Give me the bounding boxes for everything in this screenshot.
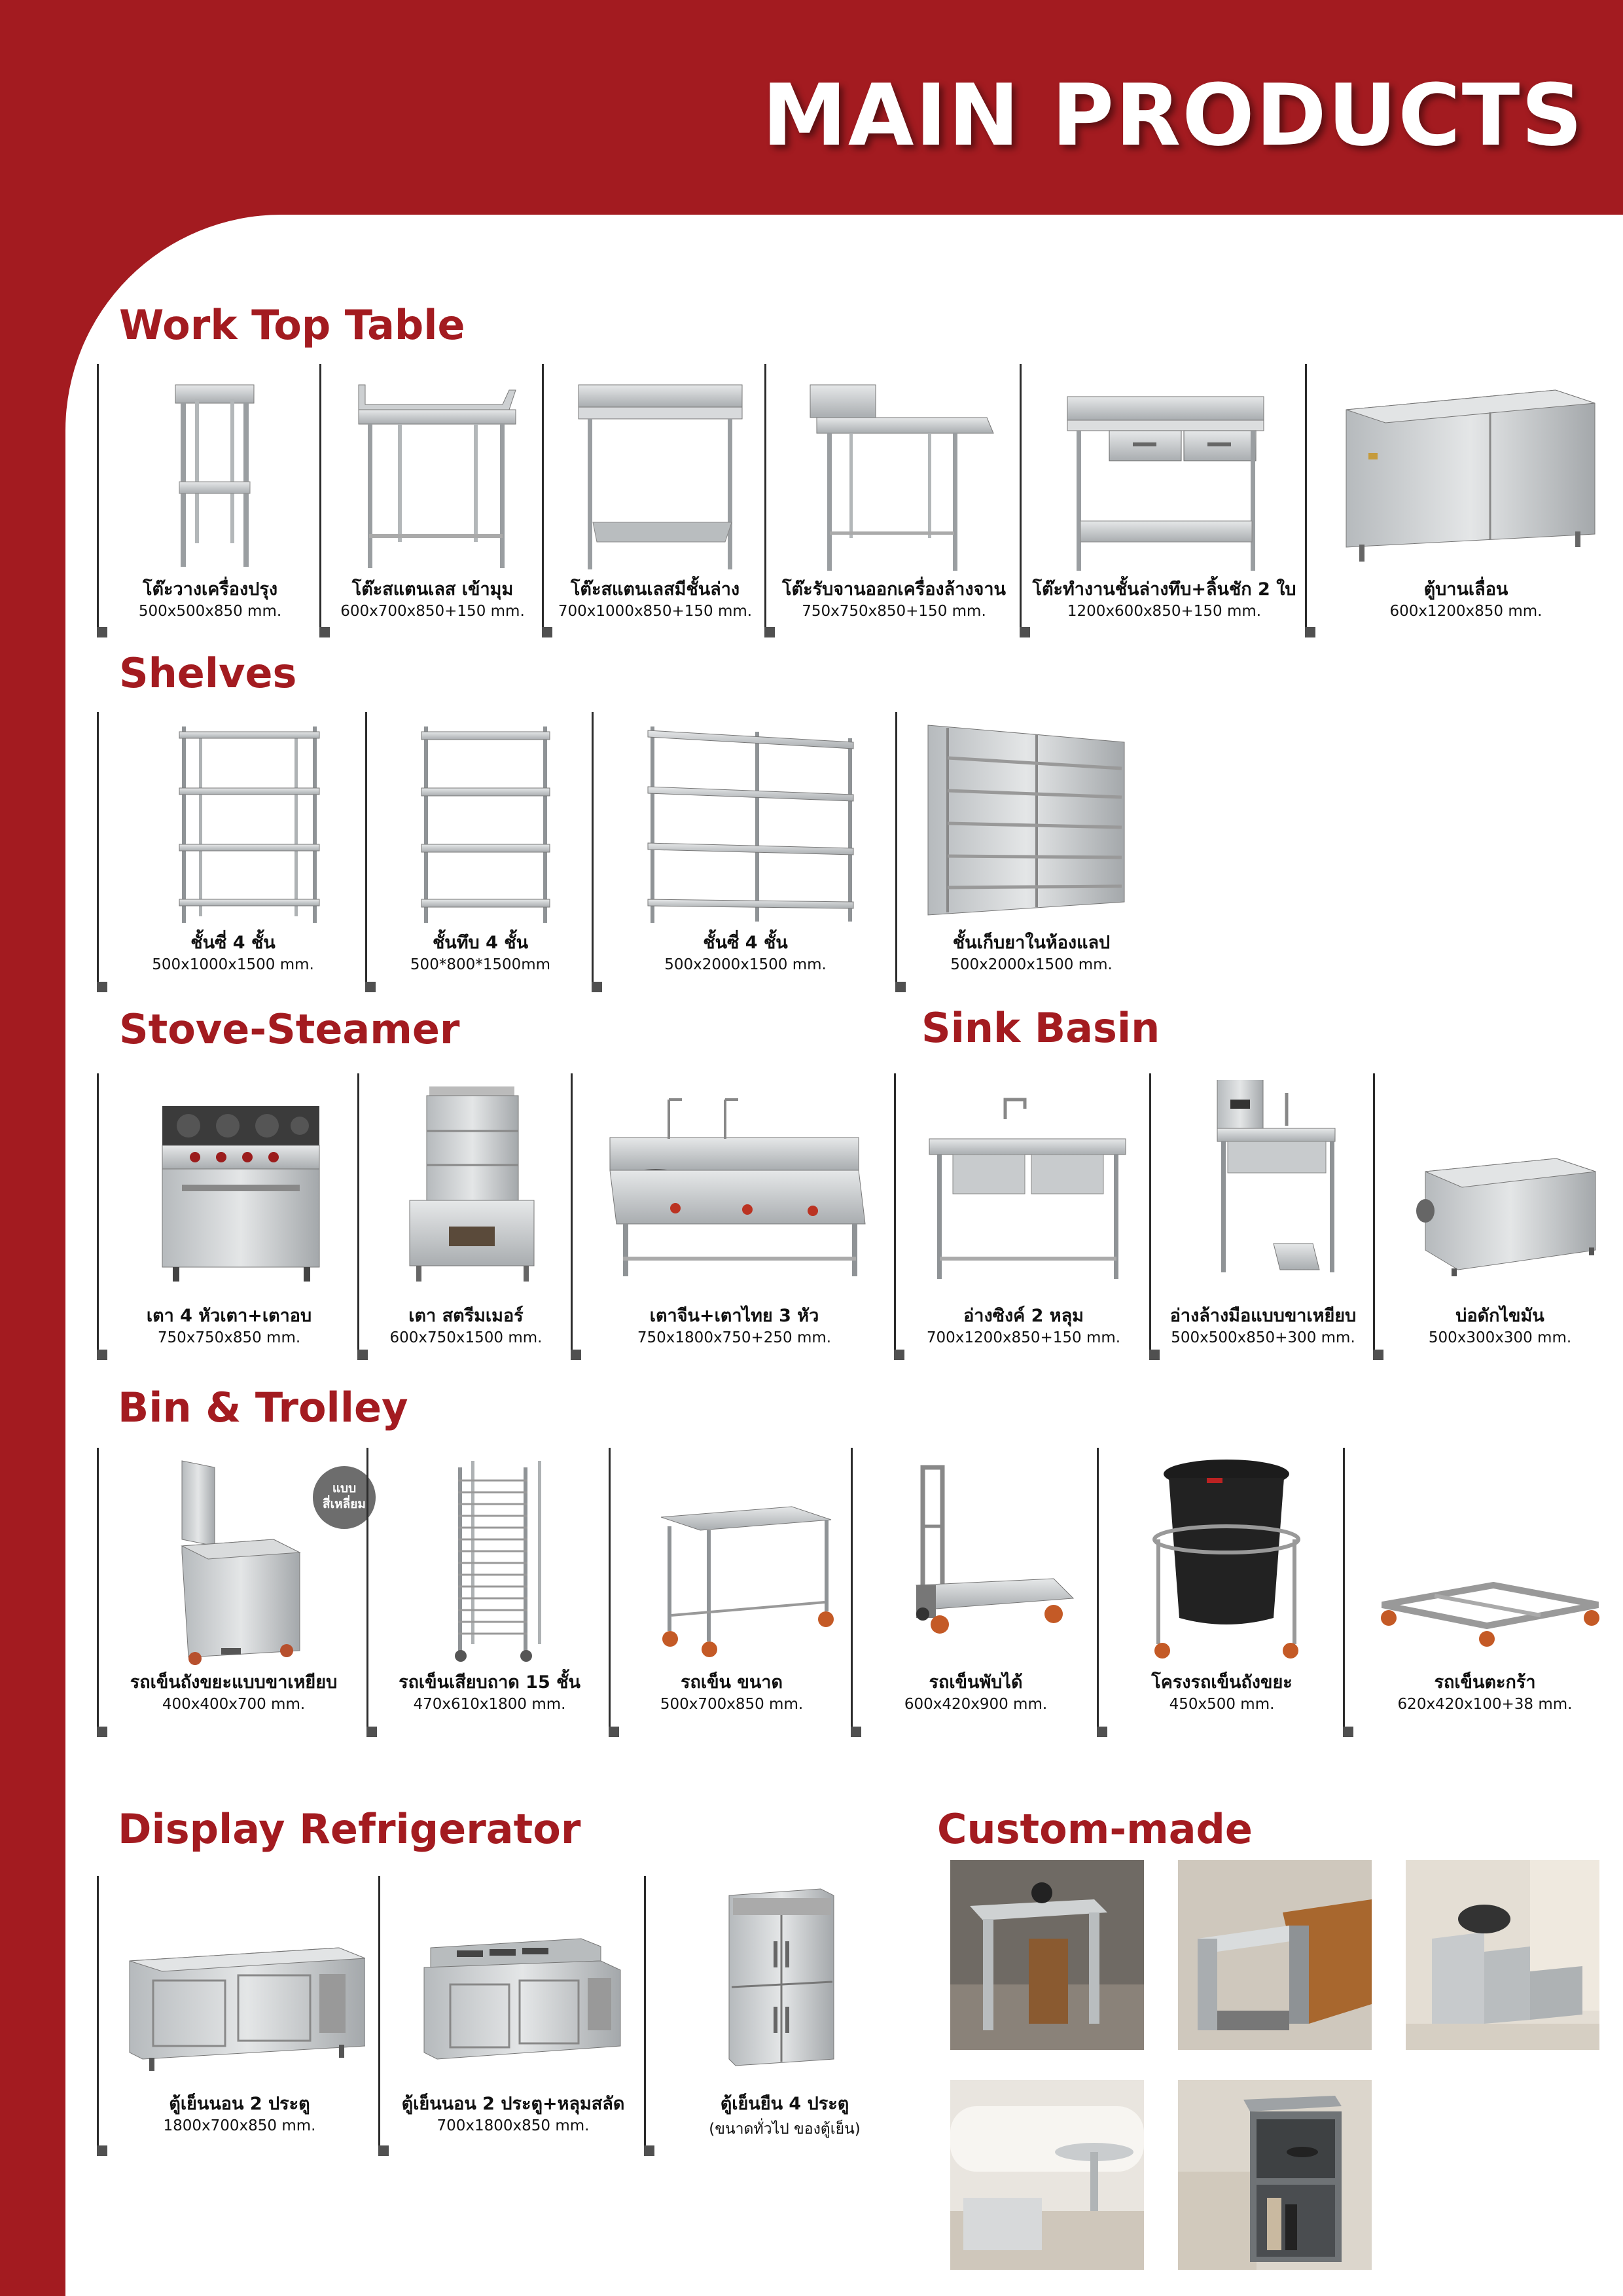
divider-line bbox=[97, 1448, 99, 1733]
divider-marker bbox=[1305, 627, 1315, 637]
caption bbox=[898, 1301, 1149, 1346]
product-size: 450x500 mm. bbox=[1169, 1696, 1275, 1713]
caption bbox=[768, 575, 1020, 620]
drawer-table-image bbox=[1046, 370, 1292, 580]
product-card bbox=[97, 1448, 366, 1749]
divider-line bbox=[644, 1876, 646, 2152]
product-card bbox=[1305, 364, 1623, 856]
divider-line bbox=[542, 364, 544, 634]
caption bbox=[382, 2089, 644, 2134]
divider-marker bbox=[1097, 1727, 1107, 1737]
divider-line bbox=[357, 1073, 359, 1356]
tray-trolley-image bbox=[393, 1454, 596, 1670]
product-name: โต๊ะรับจานออกเครื่องล้างจาน bbox=[782, 579, 1006, 600]
caption bbox=[101, 2089, 378, 2134]
product-name: โครงรถเข็นถังขยะ bbox=[1151, 1672, 1293, 1693]
divider-line bbox=[592, 712, 594, 988]
divider-line bbox=[366, 1448, 368, 1733]
product-size: 500x500x850+300 mm. bbox=[1171, 1329, 1355, 1346]
product-card bbox=[1373, 1073, 1623, 1361]
product-size: 700x1000x850+150 mm. bbox=[558, 603, 753, 620]
product-name: รถเข็น ขนาด bbox=[680, 1672, 783, 1693]
divider-line bbox=[365, 712, 367, 988]
upright-fridge-image bbox=[670, 1882, 908, 2079]
section-title-work-top: Work Top Table bbox=[119, 301, 465, 349]
caption bbox=[1377, 1301, 1623, 1346]
steamer-image bbox=[383, 1080, 558, 1289]
caption bbox=[1153, 1301, 1373, 1346]
caption bbox=[101, 928, 365, 973]
product-name: โต๊ะสแตนเลสมีชั้นล่าง bbox=[570, 579, 740, 600]
product-name: อ่างล้างมือแบบขาเหยียบ bbox=[1169, 1306, 1357, 1326]
product-card bbox=[366, 1448, 609, 1749]
divider-marker bbox=[542, 627, 552, 637]
caption bbox=[1101, 1668, 1343, 1713]
divider-marker bbox=[97, 2145, 107, 2156]
product-name: รถเข็นพับได้ bbox=[929, 1672, 1023, 1693]
product-size: 500x300x300 mm. bbox=[1428, 1329, 1572, 1346]
section-title-custom: Custom-made bbox=[937, 1805, 1253, 1853]
divider-marker bbox=[1149, 1350, 1160, 1360]
divider-line bbox=[319, 364, 321, 634]
page-title: MAIN PRODUCTS bbox=[762, 65, 1584, 165]
product-size: 620x420x100+38 mm. bbox=[1397, 1696, 1573, 1713]
product-name: รถเข็นเสียบถาด 15 ชั้น bbox=[399, 1672, 580, 1693]
caption bbox=[101, 1668, 366, 1713]
divider-marker bbox=[366, 1727, 377, 1737]
content-panel bbox=[65, 215, 1623, 2296]
product-card bbox=[365, 712, 592, 1000]
caption bbox=[613, 1668, 851, 1713]
product-card bbox=[894, 1073, 1149, 1361]
caption bbox=[323, 575, 542, 620]
section-title-bin: Bin & Trolley bbox=[118, 1384, 408, 1431]
dish-outlet-table-image bbox=[791, 370, 1007, 580]
divider-marker bbox=[97, 1727, 107, 1737]
product-name: ชั้นซี่ 4 ชั้น bbox=[703, 933, 788, 953]
product-name: รถเข็นตะกร้า bbox=[1434, 1672, 1536, 1693]
product-size: 600x420x900 mm. bbox=[904, 1696, 1048, 1713]
product-card bbox=[644, 1876, 921, 2164]
product-name: อ่างซิงค์ 2 หลุม bbox=[963, 1306, 1084, 1326]
product-card bbox=[1097, 1448, 1343, 1749]
product-name: บ่อดักไขมัน bbox=[1455, 1306, 1544, 1326]
caption bbox=[101, 1301, 357, 1346]
product-card bbox=[571, 1073, 894, 1361]
product-name: ชั้นเก็บยาในห้องแลป bbox=[952, 933, 1111, 953]
divider-line bbox=[1097, 1448, 1099, 1733]
under-counter-fridge-image bbox=[123, 1882, 365, 2079]
divider-line bbox=[1343, 1448, 1345, 1733]
divider-marker bbox=[97, 982, 107, 992]
product-card bbox=[357, 1073, 571, 1361]
divider-line bbox=[97, 1876, 99, 2152]
divider-marker bbox=[97, 627, 107, 637]
product-size: 600x700x850+150 mm. bbox=[340, 603, 525, 620]
product-size: 750x750x850 mm. bbox=[157, 1329, 301, 1346]
divider-line bbox=[894, 1073, 896, 1356]
section-title-shelves: Shelves bbox=[119, 649, 297, 697]
product-name: โต๊ะวางเครื่องปรุง bbox=[142, 579, 278, 600]
product-name: ตู้บานเลื่อน bbox=[1423, 579, 1508, 600]
caption bbox=[899, 928, 1164, 973]
divider-marker bbox=[97, 1350, 107, 1360]
product-card bbox=[97, 1073, 357, 1361]
product-size: 500x500x850 mm. bbox=[138, 603, 282, 620]
product-card bbox=[1149, 1073, 1373, 1361]
range-oven-image bbox=[123, 1080, 344, 1289]
product-card bbox=[895, 712, 1164, 1000]
product-size: 470x610x1800 mm. bbox=[413, 1696, 566, 1713]
caption bbox=[596, 928, 895, 973]
divider-marker bbox=[644, 2145, 654, 2156]
badge-line-1: แบบ bbox=[332, 1481, 357, 1496]
chinese-thai-stove-image bbox=[597, 1080, 881, 1289]
divider-marker bbox=[1020, 627, 1030, 637]
product-size: (ขนาดทั่วไป ของตู้เย็น) bbox=[709, 2121, 861, 2138]
product-card bbox=[851, 1448, 1097, 1749]
product-size: 500x1000x1500 mm. bbox=[152, 956, 314, 973]
caption bbox=[101, 575, 319, 620]
product-size: 700x1800x850 mm. bbox=[437, 2117, 590, 2134]
divider-line bbox=[97, 364, 99, 634]
custom-photo-cube-table bbox=[1178, 1860, 1372, 2050]
sliding-cabinet-image bbox=[1331, 370, 1610, 580]
caption bbox=[369, 928, 592, 973]
product-size: 600x750x1500 mm. bbox=[389, 1329, 543, 1346]
grease-trap-image bbox=[1399, 1080, 1610, 1289]
product-size: 700x1200x850+150 mm. bbox=[926, 1329, 1121, 1346]
divider-line bbox=[609, 1448, 611, 1733]
divider-marker bbox=[592, 982, 602, 992]
product-card bbox=[592, 712, 895, 1000]
table-with-undershelf-image bbox=[568, 370, 751, 580]
product-size: 500x2000x1500 mm. bbox=[664, 956, 827, 973]
product-name: ชั้นทึบ 4 ชั้น bbox=[432, 933, 529, 953]
divider-line bbox=[97, 1073, 99, 1356]
divider-marker bbox=[378, 2145, 389, 2156]
product-size: 1200x600x850+150 mm. bbox=[1067, 603, 1262, 620]
product-size: 750x750x850+150 mm. bbox=[802, 603, 986, 620]
divider-line bbox=[571, 1073, 573, 1356]
divider-marker bbox=[609, 1727, 619, 1737]
double-sink-image bbox=[920, 1080, 1136, 1289]
divider-marker bbox=[1373, 1350, 1383, 1360]
product-card bbox=[378, 1876, 644, 2164]
basket-dolly-image bbox=[1369, 1454, 1610, 1670]
divider-line bbox=[895, 712, 897, 988]
section-title-fridge: Display Refrigerator bbox=[118, 1805, 581, 1853]
product-size: 600x1200x850 mm. bbox=[1389, 603, 1543, 620]
divider-line bbox=[1373, 1073, 1375, 1356]
corner-table-image bbox=[346, 370, 529, 580]
product-size: 1800x700x850 mm. bbox=[163, 2117, 316, 2134]
product-name: ตู้เย็นนอน 2 ประตู+หลุมสลัด bbox=[401, 2094, 625, 2114]
product-name: เตา สตรีมเมอร์ bbox=[408, 1306, 524, 1326]
caption bbox=[1024, 575, 1305, 620]
product-name: เตา 4 หัวเตา+เตาอบ bbox=[146, 1306, 312, 1326]
section-title-sink: Sink Basin bbox=[921, 1004, 1160, 1052]
service-cart-image bbox=[635, 1454, 838, 1670]
section-title-stove: Stove-Steamer bbox=[119, 1005, 460, 1053]
divider-marker bbox=[851, 1727, 861, 1737]
divider-marker bbox=[319, 627, 330, 637]
foot-pedal-sink-image bbox=[1175, 1080, 1360, 1289]
custom-photo-side-table bbox=[950, 1860, 1144, 2050]
product-name: โต๊ะทำงานชั้นล่างทึบ+ลิ้นชัก 2 ใบ bbox=[1032, 579, 1296, 600]
product-name: รถเข็นถังขยะแบบขาเหยียบ bbox=[130, 1672, 338, 1693]
wire-shelf-image bbox=[123, 719, 352, 929]
product-card bbox=[97, 712, 365, 1000]
divider-marker bbox=[1343, 1727, 1353, 1737]
lab-shelf-image bbox=[921, 719, 1150, 929]
caption bbox=[1347, 1668, 1623, 1713]
caption bbox=[1309, 575, 1623, 620]
product-name: ตู้เย็นยืน 4 ประตู bbox=[720, 2094, 849, 2114]
custom-photo-box-shelf bbox=[1178, 2080, 1372, 2270]
divider-marker bbox=[357, 1350, 368, 1360]
salad-fridge-image bbox=[404, 1882, 631, 2079]
divider-marker bbox=[365, 982, 376, 992]
divider-marker bbox=[894, 1350, 904, 1360]
divider-line bbox=[764, 364, 766, 634]
product-card bbox=[1343, 1448, 1623, 1749]
product-name: โต๊ะสแตนเลส เข้ามุม bbox=[351, 579, 514, 600]
caption bbox=[648, 2089, 921, 2141]
caption bbox=[546, 575, 764, 620]
folding-cart-image bbox=[877, 1454, 1084, 1670]
solid-shelf-image bbox=[391, 719, 579, 929]
divider-line bbox=[1305, 364, 1307, 634]
caption bbox=[575, 1301, 894, 1346]
product-size: 500x2000x1500 mm. bbox=[950, 956, 1113, 973]
product-name: เตาจีน+เตาไทย 3 หัว bbox=[649, 1306, 819, 1326]
product-size: 400x400x700 mm. bbox=[162, 1696, 306, 1713]
product-name: ตู้เย็นนอน 2 ประตู bbox=[169, 2094, 310, 2114]
divider-marker bbox=[571, 1350, 581, 1360]
product-name: ชั้นซี่ 4 ชั้น bbox=[190, 933, 276, 953]
product-size: 500*800*1500mm bbox=[410, 956, 551, 973]
long-wire-shelf-image bbox=[618, 719, 882, 929]
product-size: 750x1800x750+250 mm. bbox=[637, 1329, 832, 1346]
product-card bbox=[609, 1448, 851, 1749]
divider-line bbox=[97, 712, 99, 988]
product-size: 500x700x850 mm. bbox=[660, 1696, 804, 1713]
custom-photo-pet-stairs bbox=[1406, 1860, 1599, 2050]
divider-marker bbox=[895, 982, 906, 992]
product-card bbox=[97, 1876, 378, 2164]
prep-table-image bbox=[123, 370, 306, 580]
caption bbox=[855, 1668, 1097, 1713]
divider-line bbox=[1149, 1073, 1151, 1356]
divider-line bbox=[1020, 364, 1022, 634]
custom-photo-round-table bbox=[950, 2080, 1144, 2270]
caption bbox=[370, 1668, 609, 1713]
bin-frame-image bbox=[1123, 1454, 1330, 1670]
caption bbox=[361, 1301, 571, 1346]
divider-line bbox=[851, 1448, 853, 1733]
badge-line-2: สี่เหลี่ยม bbox=[323, 1497, 366, 1511]
divider-marker bbox=[764, 627, 775, 637]
divider-line bbox=[378, 1876, 380, 2152]
